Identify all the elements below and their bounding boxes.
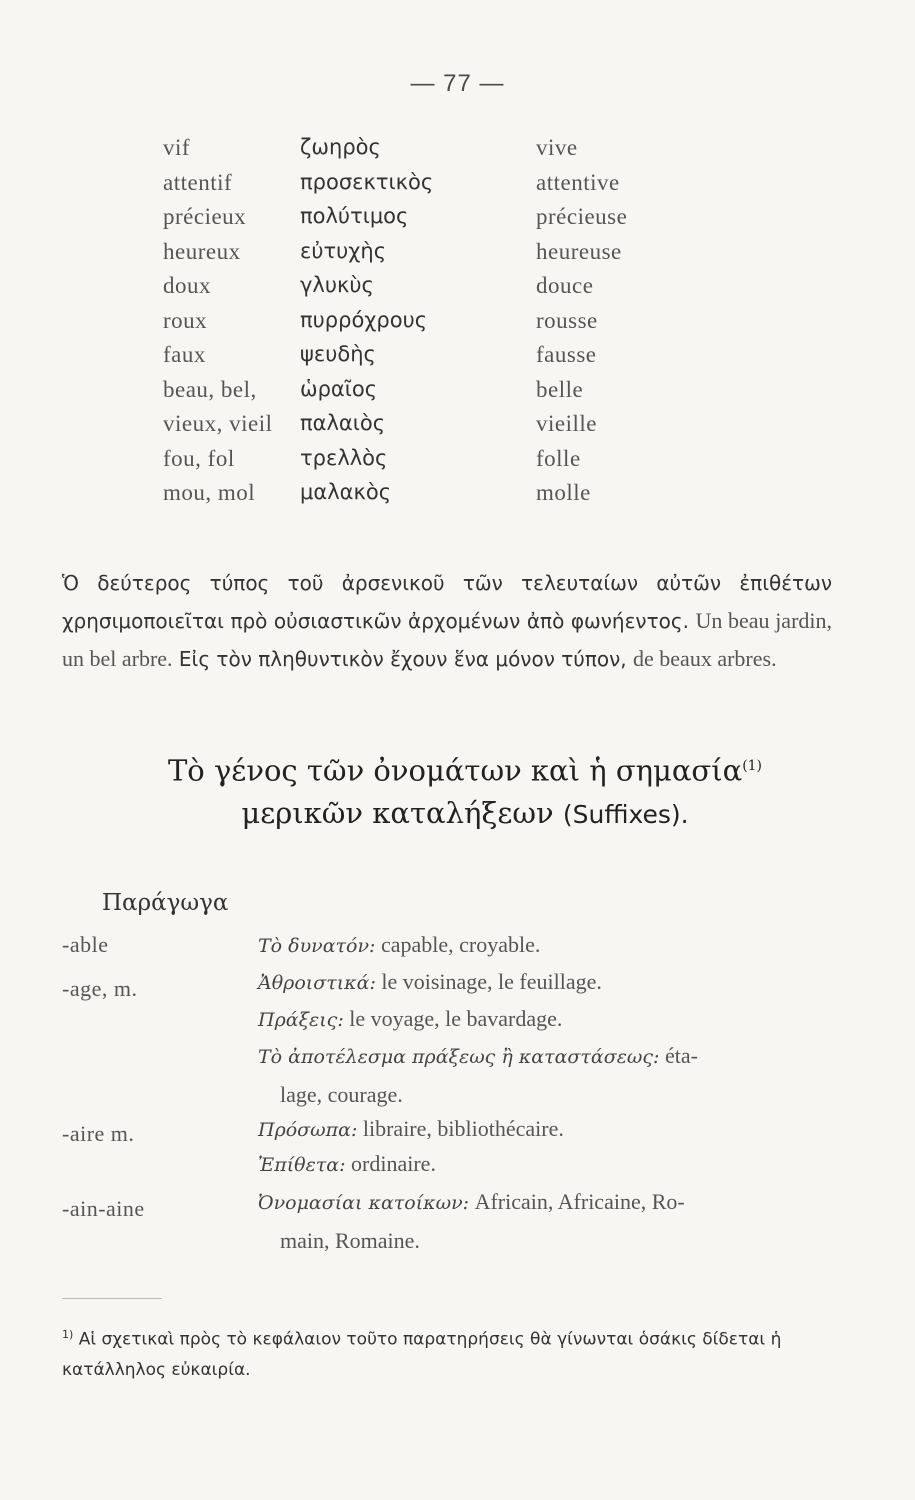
greek-translation: τρελλὸς: [300, 445, 388, 470]
greek-translation: παλαιὸς: [300, 411, 386, 435]
feminine-form: rousse: [536, 307, 598, 333]
feminine-form: vive: [536, 135, 578, 160]
example-words: libraire, bibliothécaire.: [362, 1116, 564, 1141]
greek-translation: πολύτιμος: [300, 204, 409, 228]
suffix-label: -able: [62, 932, 109, 957]
french-example: Un beau jardin, un bel arbre.: [62, 608, 833, 671]
greek-translation: προσεκτικὸς: [300, 169, 434, 194]
category-label: Ὀνομασίαι κατοίκων:: [258, 1192, 470, 1214]
suffix-label: -age, m.: [62, 976, 138, 1001]
suffix-example: [258, 1037, 818, 1113]
explanation-paragraph: [62, 565, 832, 678]
subheading: Παράγωγα: [102, 890, 229, 916]
suffix-example: [258, 1183, 818, 1259]
suffix-example: [258, 963, 818, 1002]
greek-translation: ζωηρὸς: [300, 135, 381, 159]
category-label: Πράξεις:: [258, 1009, 344, 1031]
category-label: Τὸ δυνατόν:: [258, 935, 376, 957]
masculine-form: beau, bel,: [163, 376, 257, 402]
example-continuation: main, Romaine.: [280, 1228, 420, 1253]
footnote-mark: 1): [62, 1328, 74, 1341]
feminine-form: molle: [536, 480, 591, 505]
feminine-form: heureuse: [536, 238, 622, 264]
example-words: le voyage, le bavardage.: [349, 1006, 563, 1031]
masculine-form: mou, mol: [163, 480, 256, 505]
footnote-text: Αἱ σχετικαὶ πρὸς τὸ κεφάλαιον τοῦτο παρατηρήσεις θὰ γίνωνται ὁσάκις δίδεται ἡ κατάλληλος εὐκαιρία.: [62, 1329, 782, 1380]
suffix-example: [258, 1000, 818, 1039]
example-words: capable, croyable.: [380, 932, 541, 957]
footnote-divider: [62, 1298, 162, 1299]
suffix-example: [258, 926, 818, 965]
feminine-form: vieille: [536, 411, 597, 436]
greek-translation: γλυκὺς: [300, 273, 374, 297]
masculine-form: faux: [163, 342, 206, 367]
example-words: le voisinage, le feuillage.: [381, 969, 602, 994]
greek-translation: εὐτυχὴς: [300, 238, 387, 263]
footnote: [62, 1320, 832, 1385]
greek-translation: ὡραῖος: [300, 376, 378, 401]
greek-translation: ψευδὴς: [300, 342, 376, 366]
paragraph-text: Εἰς τὸν πληθυντικὸν ἔχουν ἕνα μόνον τύπον,: [178, 647, 627, 671]
masculine-form: roux: [163, 307, 208, 333]
suffix-example: [258, 1110, 818, 1149]
example-continuation: lage, courage.: [280, 1082, 403, 1107]
feminine-form: précieuse: [536, 204, 628, 229]
feminine-form: folle: [536, 445, 581, 471]
masculine-form: heureux: [163, 238, 241, 264]
category-label: Πρόσωπα:: [258, 1119, 358, 1141]
suffix-example: [258, 1145, 818, 1184]
masculine-form: précieux: [163, 204, 247, 229]
masculine-form: vieux, vieil: [163, 411, 273, 436]
heading-line-1: Τὸ γένος τῶν ὀνομάτων καὶ ἡ σημασία: [167, 753, 743, 788]
page-number: — 77 —: [410, 70, 505, 97]
masculine-form: attentif: [163, 169, 233, 195]
category-label: Ἐπίθετα:: [258, 1154, 346, 1176]
example-words: éta-: [664, 1043, 698, 1068]
greek-translation: μαλακὸς: [300, 480, 392, 504]
masculine-form: doux: [163, 273, 211, 298]
french-example: de beaux arbres.: [633, 646, 777, 671]
feminine-form: fausse: [536, 342, 597, 367]
masculine-form: vif: [163, 135, 191, 160]
footnote-reference: (1): [742, 758, 763, 774]
section-heading: [100, 745, 830, 836]
heading-suffixes-label: (Suffixes).: [562, 799, 689, 829]
masculine-form: fou, fol: [163, 445, 235, 471]
suffix-label: -ain-aine: [62, 1196, 145, 1221]
heading-line-2: μερικῶν καταλήξεων: [241, 795, 554, 830]
suffix-label: -aire m.: [62, 1121, 135, 1146]
feminine-form: attentive: [536, 169, 620, 195]
feminine-form: belle: [536, 376, 584, 402]
feminine-form: douce: [536, 273, 594, 298]
example-words: Africain, Africaine, Ro-: [474, 1189, 685, 1214]
example-words: ordinaire.: [351, 1151, 436, 1176]
category-label: Τὸ ἀποτέλεσμα πράξεως ἢ καταστάσεως:: [258, 1046, 660, 1068]
paragraph-text: Ὁ δεύτερος τύπος τοῦ ἀρσενικοῦ τῶν τελευταίων αὐτῶν ἐπιθέτων χρησιμοποιεῖται πρὸ οὐσιαστικῶν ἀρχομένων ἀπὸ φωνήεντος.: [62, 571, 832, 633]
category-label: Ἀθροιστικά:: [258, 972, 376, 994]
greek-translation: πυρρόχρους: [300, 307, 428, 332]
